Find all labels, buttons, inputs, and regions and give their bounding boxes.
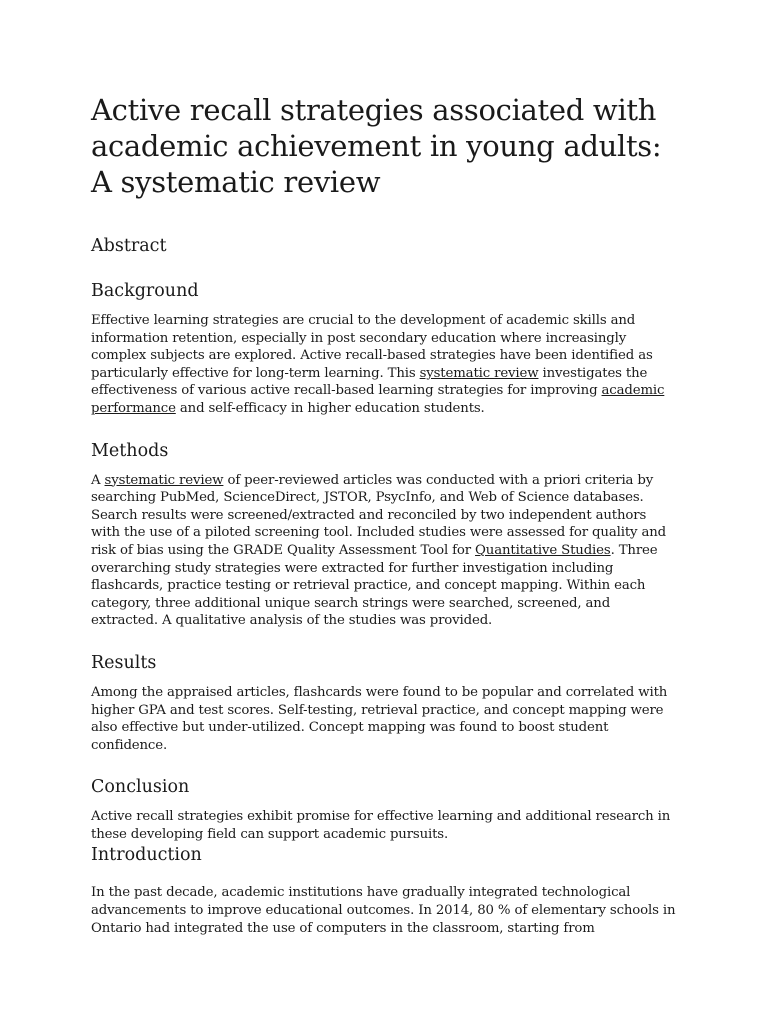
methods-paragraph (91, 472, 678, 630)
methods-heading: Methods (91, 440, 169, 461)
methods-systematic-review-link[interactable]: systematic review (104, 472, 224, 488)
results-heading: Results (91, 652, 157, 673)
quantitative-studies-link[interactable]: Quantitative Studies (475, 542, 611, 558)
background-paragraph (91, 312, 678, 418)
conclusion-paragraph: Active recall strategies exhibit promise for effective learning and additional research in these developing field can support academic pursuits. (91, 809, 671, 842)
abstract-heading: Abstract (91, 236, 167, 256)
methods-text-1: A (91, 472, 105, 488)
introduction-heading: Introduction (91, 845, 202, 866)
introduction-paragraph: In the past decade, academic institutions have gradually integrated technological advancements to improve educational outcomes. In 2014, 80 % of elementary schools in Ontario had integrated the use of computers in the classroom, starting from (91, 885, 676, 936)
background-heading: Background (91, 281, 199, 301)
results-paragraph: Among the appraised articles, flashcards were found to be popular and correlated with higher GPA and test scores. Self-testing, retrieval practice, and concept mapping were also effective but under-utilized. Concept mapping was found to boost student confidence. (91, 684, 668, 753)
academic-performance-link[interactable]: academic performance (91, 383, 665, 416)
methods-text-3: . Three overarching study strategies were extracted for further investigation including flashcards, practice testing or retrieval practice, and concept mapping. Within each category, three additional unique search strings were searched, screened, and extracted. A qualitative analysis of the studies was provided. (91, 542, 658, 629)
conclusion-heading: Conclusion (91, 777, 190, 798)
article-title: Active recall strategies associated with academic achievement in young adults: A systematic review (91, 93, 662, 199)
methods-text-2: of peer-reviewed articles was conducted with a priori criteria by searching PubMed, ScienceDirect, JSTOR, PsycInfo, and Web of Science databases. Search results were screened/extracted and reconciled by two independent authors with the use of a piloted screening tool. Included studies were assessed for quality and risk of bias using the GRADE Quality Assessment Tool for (91, 472, 666, 558)
background-text-1: Effective learning strategies are crucial to the development of academic skills and information retention, especially in post secondary education where increasingly complex subjects are explored. Active recall-based strategies have been identified as particularly effective for long-term learning. This (91, 313, 653, 381)
background-text-2: investigates the effectiveness of various active recall-based learning strategies for improving (91, 365, 648, 399)
systematic-review-link[interactable]: systematic review (419, 365, 539, 381)
background-text-3: and self-efficacy in higher education students. (175, 400, 485, 416)
